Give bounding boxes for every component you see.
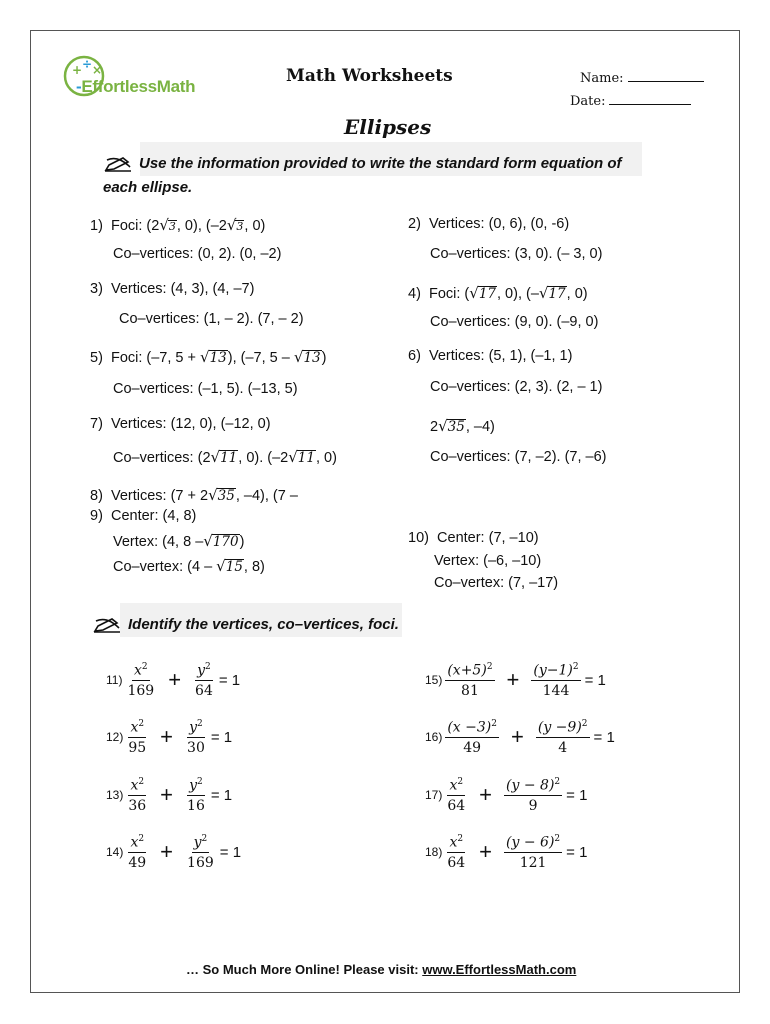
worksheet-title: Math Worksheets [286, 66, 453, 86]
problem-2-vertices: 2) Vertices: (0, 6), (0, -6) [408, 216, 570, 232]
name-field: Name: [580, 70, 704, 86]
pencil-icon [103, 155, 133, 173]
problem-9-center: 9) Center: (4, 8) [90, 508, 197, 524]
equation-16: 16) $\frac{(x -3)^2}{49}$ + $\frac{(y -9)^2}{4}$ = 1 [425, 719, 615, 756]
topic-title: Ellipses [344, 115, 432, 139]
problem-5-covertices: Co–vertices: (–1, 5). (–13, 5) [113, 381, 298, 397]
problem-5-foci: 5) Foci: (–7, 5 + √13), (–7, 5 – √13) [90, 348, 327, 366]
svg-text:+: + [72, 63, 83, 77]
problem-3-covertices: Co–vertices: (1, – 2). (7, – 2) [119, 311, 304, 327]
equation-12: 12) $\frac{x^2}{95}$ + $\frac{y^2}{30}$ = 1 [106, 719, 233, 756]
equation-17: 17) $\frac{x^2}{64}$ + $\frac{(y - 8)^2}{9}$ = 1 [425, 777, 588, 814]
problem-10-center: 10) Center: (7, –10) [408, 530, 539, 546]
problem-1-covertices: Co–vertices: (0, 2). (0, –2) [113, 246, 282, 262]
equation-15: 15) $\frac{(x+5)^2}{81}$ + $\frac{(y-1)^2}{144}$ = 1 [425, 662, 606, 699]
problem-4-foci: 4) Foci: (√17, 0), (–√17, 0) [408, 284, 588, 302]
problem-4-covertices: Co–vertices: (9, 0). (–9, 0) [430, 314, 599, 330]
date-field: Date: [570, 93, 691, 109]
problem-7-right-covertices: Co–vertices: (7, –2). (7, –6) [430, 449, 607, 465]
problem-10-covertex: Co–vertex: (7, –17) [434, 575, 559, 591]
equation-11: 11) $\frac{x^2}{169}$ + $\frac{y^2}{64}$ = 1 [106, 662, 241, 699]
problem-9-covertex: Co–vertex: (4 – √15, 8) [113, 557, 265, 575]
instruction-part1-cont: each ellipse. [103, 179, 193, 196]
logo-wordmark: -EffortlessMath [76, 77, 196, 96]
problem-3-vertices: 3) Vertices: (4, 3), (4, –7) [90, 281, 255, 297]
problem-6-covertices: Co–vertices: (2, 3). (2, – 1) [430, 379, 603, 395]
footer-link[interactable]: www.EffortlessMath.com [422, 962, 577, 977]
instruction-part2: Identify the vertices, co–vertices, foci. [92, 616, 399, 634]
problem-10-vertex: Vertex: (–6, –10) [434, 553, 542, 569]
problem-2-covertices: Co–vertices: (3, 0). (– 3, 0) [430, 246, 603, 262]
problem-8-vertices: 8) Vertices: (7 + 2√35, –4), (7 – [90, 486, 298, 504]
pencil-icon [92, 616, 122, 634]
equation-13: 13) $\frac{x^2}{36}$ + $\frac{y^2}{16}$ = 1 [106, 777, 233, 814]
problem-7-vertices: 7) Vertices: (12, 0), (–12, 0) [90, 416, 271, 432]
footer: … So Much More Online! Please visit: www.EffortlessMath.com [186, 962, 577, 977]
equation-18: 18) $\frac{x^2}{64}$ + $\frac{(y - 6)^2}{121}$ = 1 [425, 834, 588, 871]
instruction-part1: Use the information provided to write the standard form equation of [103, 155, 622, 173]
problem-1-foci: 1) Foci: (2√3, 0), (–2√3, 0) [90, 216, 266, 234]
problem-8-continued: 2√35, –4) [430, 417, 495, 435]
problem-9-vertex: Vertex: (4, 8 –√170) [113, 532, 245, 550]
problem-6-vertices: 6) Vertices: (5, 1), (–1, 1) [408, 348, 573, 364]
svg-text:÷: ÷ [82, 57, 93, 71]
svg-text:×: × [92, 63, 103, 77]
equation-14: 14) $\frac{x^2}{49}$ + $\frac{y^2}{169}$ = 1 [106, 834, 242, 871]
problem-7-covertices: Co–vertices: (2√11, 0). (–2√11, 0) [113, 448, 337, 466]
